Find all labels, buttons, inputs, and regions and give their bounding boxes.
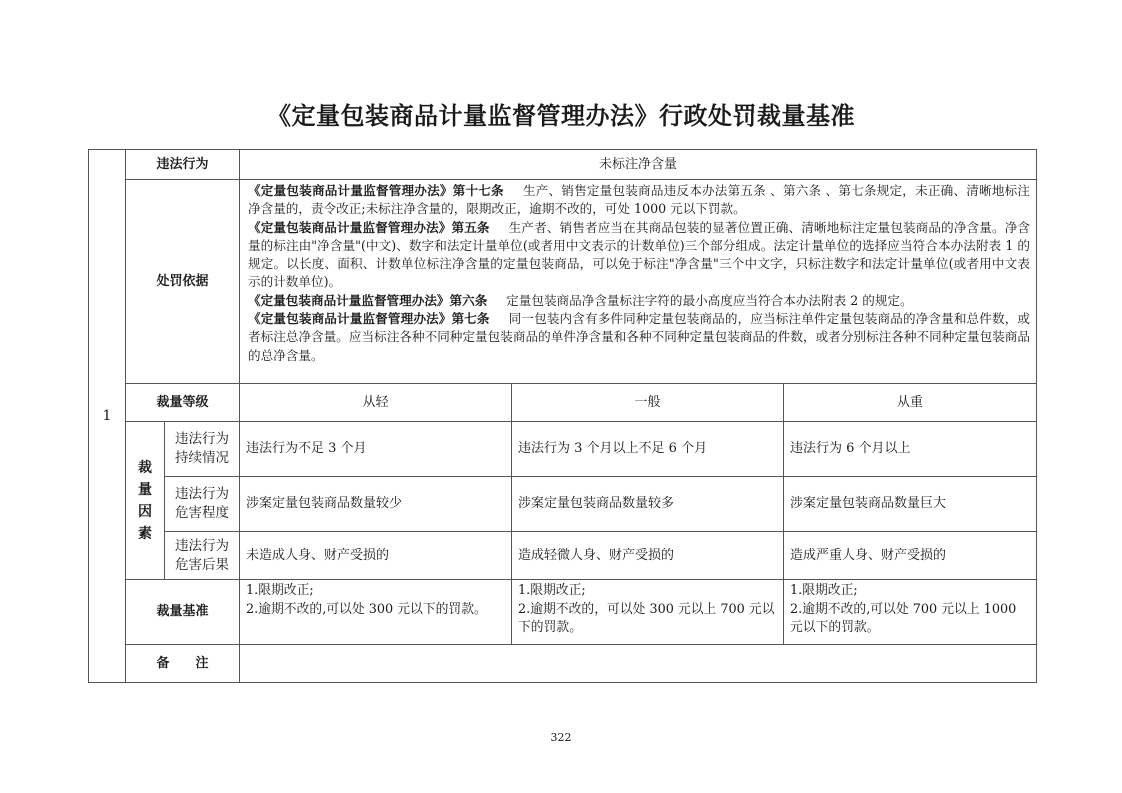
- factor-value-cell: [239, 421, 512, 477]
- document-title: 《定量包装商品计量监督管理办法》行政处罚裁量基准: [267, 101, 855, 130]
- level-normal: 一般: [634, 394, 661, 410]
- factor-label-line: 违法行为: [175, 431, 229, 447]
- standard-line: 1.限期改正;: [246, 583, 314, 598]
- factor-value-cell: [783, 476, 1037, 532]
- factor-value-cell: [783, 531, 1037, 580]
- basis-article: [248, 219, 1030, 292]
- standard-line: 2.逾期不改的,可以处 700 元以上 1000 元以下的罚款。: [790, 601, 1021, 635]
- factor-char: 因: [138, 503, 152, 520]
- factor-label-line: 危害程度: [175, 505, 229, 521]
- factor-value: 造成严重人身、财产受损的: [790, 547, 947, 563]
- standard-value-cell: [511, 579, 784, 645]
- levels-label-cell: [125, 383, 240, 422]
- factor-value-cell: [511, 421, 784, 477]
- remarks-value-cell: [239, 644, 1037, 683]
- factor-char: 素: [138, 525, 152, 542]
- basis-article: [248, 310, 1030, 365]
- remarks-label-cell: [125, 644, 240, 683]
- factor-value: 涉案定量包装商品数量巨大: [790, 496, 947, 511]
- article-ref: 《定量包装商品计量监督管理办法》第七条: [248, 311, 490, 327]
- factor-value: 违法行为不足 3 个月: [246, 441, 367, 456]
- factor-value-cell: [511, 531, 784, 580]
- level-cell: [511, 383, 784, 422]
- factors-group-label: [125, 421, 165, 580]
- level-cell: [239, 383, 512, 422]
- standard-label-cell: [125, 579, 240, 645]
- factor-label-line: 违法行为: [175, 537, 229, 554]
- remarks-label: 备 注: [156, 655, 209, 671]
- article-text: 生产者、销售者应当在其商品包装的显著位置正确、清晰地标注定量包装商品的净含量。净含量的标注由"净含量"(中文)、数字和法定计量单位(或者用中文表示的计数单位)三个部分组成。法定计量单位的选择应当符合本办法附表 1 的规定。以长度、面积、计数单位标注净含量的定量包装商品，可以免于标注"净含量"三个中文字，只标注数字和法定计量单位(或者用中文表示的计数单位)。: [248, 219, 1031, 290]
- article-text: 同一包装内含有多件同种定量包装商品的，应当标注单件定量包装商品的净含量和总件数，或者标注总净含量。应当标注各种不同种定量包装商品的单件净含量和各种不同种定量包装商品的件数，或者分别标注各种不同种定量包装商品的总净含量。: [248, 311, 1031, 363]
- article-ref: 《定量包装商品计量监督管理办法》第十七条: [248, 183, 504, 198]
- standard-label: 裁量基准: [156, 604, 209, 619]
- factor-label-line: 危害后果: [175, 556, 229, 573]
- factor-label-severity: [164, 476, 240, 532]
- factor-value: 未造成人身、财产受损的: [246, 547, 390, 563]
- basis-article: [248, 292, 1030, 310]
- standard-line: 2.逾期不改的,可以处 300 元以下的罚款。: [246, 601, 487, 617]
- levels-label: 裁量等级: [156, 394, 209, 410]
- factor-value: 涉案定量包装商品数量较多: [518, 496, 675, 511]
- row-number: 1: [102, 408, 112, 424]
- basis-content-cell: [239, 179, 1037, 384]
- factor-value: 造成轻微人身、财产受损的: [518, 547, 675, 563]
- factor-label-line: 持续情况: [175, 450, 229, 466]
- standard-line: 1.限期改正;: [790, 583, 858, 598]
- standard-line: 1.限期改正;: [518, 583, 586, 598]
- row-number-cell: [88, 149, 126, 683]
- article-ref: 《定量包装商品计量监督管理办法》第五条: [248, 219, 490, 235]
- factor-label-consequence: [164, 531, 240, 580]
- basis-label-cell: [125, 179, 240, 384]
- article-text: 生产、销售定量包装商品违反本办法第五条 、第六条 、第七条规定，未正确、清晰地标注净含量的，责令改正;未标注净含量的，限期改正，逾期不改的，可处 1000 元以下罚款。: [248, 183, 1031, 217]
- factor-label-line: 违法行为: [175, 486, 229, 502]
- factor-value-cell: [239, 476, 512, 532]
- factor-char: 裁: [138, 459, 152, 476]
- violation-label: 违法行为: [156, 156, 209, 172]
- violation-label-cell: [125, 149, 240, 180]
- violation-value: 未标注净含量: [598, 156, 677, 172]
- article-ref: 《定量包装商品计量监督管理办法》第六条: [248, 292, 488, 308]
- basis-label: 处罚依据: [156, 273, 209, 289]
- factor-value: 违法行为 3 个月以上不足 6 个月: [518, 441, 708, 456]
- factor-value: 违法行为 6 个月以上: [790, 441, 911, 456]
- page-number: 322: [550, 731, 572, 744]
- standard-value-cell: [783, 579, 1037, 645]
- standard-value-cell: [239, 579, 512, 645]
- factor-char: 量: [138, 481, 152, 498]
- factor-value-cell: [783, 421, 1037, 477]
- factor-value: 涉案定量包装商品数量较少: [246, 496, 403, 511]
- article-text: 定量包装商品净含量标注字符的最小高度应当符合本办法附表 2 的规定。: [506, 292, 913, 308]
- standard-line: 2.逾期不改的，可以处 300 元以上 700 元以下的罚款。: [518, 601, 775, 635]
- factor-label-duration: [164, 421, 240, 477]
- level-heavy: 从重: [896, 394, 923, 410]
- level-cell: [783, 383, 1037, 422]
- violation-value-cell: [239, 149, 1037, 180]
- basis-article: [248, 182, 1030, 219]
- level-light: 从轻: [362, 394, 389, 410]
- factor-value-cell: [511, 476, 784, 532]
- penalty-discretion-table: [89, 150, 1037, 683]
- factor-value-cell: [239, 531, 512, 580]
